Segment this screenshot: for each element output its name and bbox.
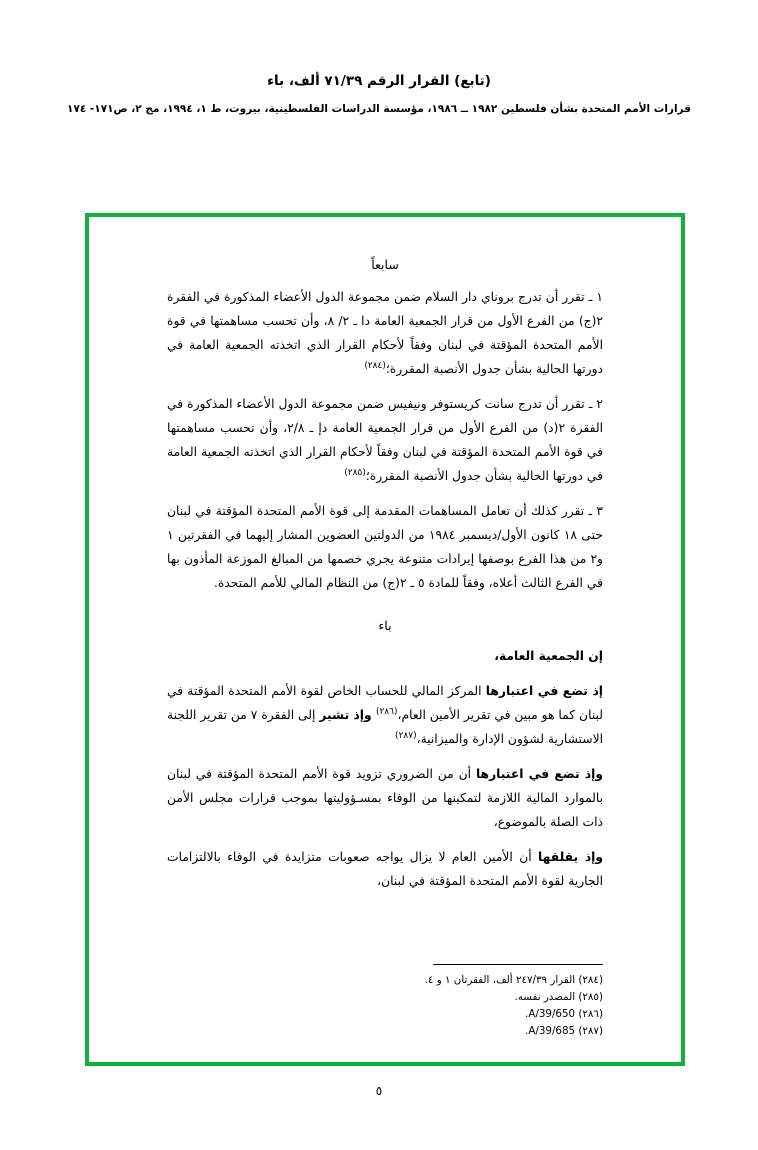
page-number: ٥ — [375, 1084, 383, 1098]
content-frame — [85, 213, 685, 1066]
assembly-intro: إن الجمعية العامة، — [494, 648, 603, 663]
paragraph-5-text: أن من الضروري تزويد قوة الأمم المتحدة المؤقتة في لبنان بالموارد المالية اللازمة لتمكينها من الوفاء بمسـؤوليتها بموجب قرارات مجلس الأمن ذات الصلة بالموضوع، — [167, 767, 603, 830]
paragraph-2-text: ٢ ـ تقرر أن تدرج سانت كريستوفر ونيفيس ضمن مجموعة الدول الأعضاء المذكورة في الفقرة ٢(د) من الفرع الأول من قرار الجمعية العامة دإ ـ ٢/٨، وأن تحسب مساهمتها في قوة الأمم المتحدة المؤقتة في لبنان وفقاً لأحكام القرار الذي اتخذته الجمعية العامة في دورتها الحالية بشأن جدول الأنصبة المقررة؛ — [167, 396, 603, 483]
paragraph-5 — [167, 763, 603, 835]
footnote-item: (٢٨٤) القرار ٢٤٧/٣٩ ألف، الفقرتان ١ و ٤. — [424, 974, 603, 987]
document-body — [89, 241, 681, 1062]
paragraph-5-lead: وإذ تضع في اعتبارها — [475, 767, 603, 782]
paragraph-2-note: (٢٨٥) — [344, 467, 366, 478]
paragraph-1 — [167, 286, 603, 382]
paragraph-1-text: ١ ـ تقرر أن تدرج بروناي دار السلام ضمن مجموعة الدول الأعضاء المذكورة في الفقرة ٢(ج) من الفرع الأول من قرار الجمعية العامة دا ـ ٢/ ٨، وأن تحسب مساهمتها في قوة الأمم المتحدة المؤقتة في لبنان وفقاً لأحكام القرار الذي اتخذته الجمعية العامة في دورتها الحالية بشأن جدول الأنصبة المقررة؛ — [167, 290, 603, 376]
paragraph-3 — [167, 500, 603, 596]
footnote-item: (٢٨٦) A/39/650. — [525, 1008, 603, 1021]
paragraph-2 — [167, 393, 603, 489]
footnote-divider — [433, 964, 603, 965]
document-page — [0, 72, 758, 1150]
paragraph-6 — [167, 846, 603, 894]
page-header — [0, 72, 758, 117]
paragraph-4 — [167, 680, 603, 752]
page-source-line: قرارات الأمم المتحدة بشأن فلسطين ١٩٨٢ ــ ١٩٨٦، مؤسسة الدراسات الفلسطينية، بيروت، ط ١، ١٩٩٤، مج ٢، ص١٧١- ١٧٤ — [67, 102, 691, 115]
paragraph-4-cont-note: (٢٨٧) — [395, 731, 417, 742]
section-heading-sabiaan: سابعاً — [371, 257, 399, 272]
paragraph-6-lead: وإذ يقلقها — [538, 850, 603, 865]
paragraph-6-text: أن الأمين العام لا يزال يواجه صعوبات متزايدة في الوفاء بالالتزامات الجارية لقوة الأمم المتحدة المؤقتة في لبنان، — [167, 850, 603, 889]
paragraph-3-text: ٣ ـ تقرر كذلك أن تعامل المساهمات المقدمة إلى قوة الأمم المتحدة المؤقتة في لبنان حتى ١٨ كانون الأول/ديسمبر ١٩٨٤ من الدولتين العضوين المشار إليهما في الفقرتين ١ و٢ من هذا الفرع بوصفها إيرادات متنوعة يجري خصمها من المبالغ الموزعة المأذون بها في الفرع الثالث أعلاه، وفقاً للمادة ٥ ـ ٢(ج) من النظام المالي للأمم المتحدة. — [167, 503, 603, 590]
paragraph-4-lead: إذ تضع في اعتبارها — [485, 684, 603, 699]
paragraph-4-cont-text: إلى الفقرة ٧ من تقرير اللجنة الاستشارية لشؤون الإدارة والميزانية، — [167, 708, 603, 747]
paragraph-4-note: (٢٨٦) — [375, 707, 398, 718]
paragraph-4-text: المركز المالي للحساب الخاص لقوة الأمم المتحدة المؤقتة في لبنان كما هو مبين في تقرير الأمين العام، — [167, 684, 603, 723]
page-title: (تابع) القرار الرقم ٧١/٣٩ ألف، باء — [267, 73, 491, 89]
section-heading-baa: باء — [378, 617, 392, 633]
paragraph-4-cont-lead: وإذ تشير — [319, 708, 376, 723]
footnotes-block — [167, 964, 603, 1040]
paragraph-1-note: (٢٨٤) — [364, 360, 386, 371]
footnote-item: (٢٨٥) المصدر نفسه. — [514, 991, 603, 1004]
footnote-item: (٢٨٧) A/39/685. — [525, 1025, 603, 1038]
